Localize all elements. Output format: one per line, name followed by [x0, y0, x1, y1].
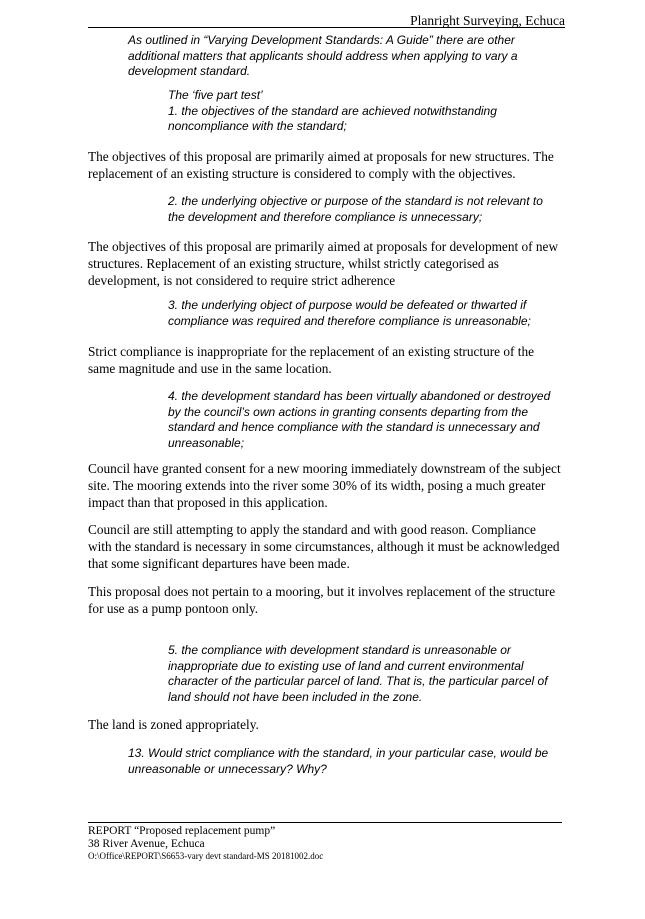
text-line: site. The mooring extends into the river some 30% of its width, posing a much greater — [88, 478, 546, 493]
text-line: Council are still attempting to apply the standard and with good reason. Compliance — [88, 522, 536, 537]
text-line: 3. the underlying object of purpose would be defeated or thwarted if — [168, 298, 527, 312]
footer-rule — [88, 822, 562, 823]
text-line: structures. Replacement of an existing structure, whilst strictly categorised as — [88, 256, 499, 271]
text-line: The land is zoned appropriately. — [88, 717, 259, 732]
text-line: 4. the development standard has been virtually abandoned or destroyed — [168, 389, 551, 403]
text-line: development, is not considered to require strict adherence — [88, 273, 396, 288]
text-line: 1. the objectives of the standard are achieved notwithstanding — [168, 103, 497, 118]
text-line: noncompliance with the standard; — [168, 119, 347, 133]
text-line: The objectives of this proposal are primarily aimed at proposals for development of new — [88, 239, 559, 254]
text-line: the development and therefore compliance is unnecessary; — [168, 209, 483, 224]
header-title: Planright Surveying, Echuca — [410, 13, 565, 28]
text-line: impact than that proposed in this application. — [88, 495, 328, 510]
text-line: replacement of an existing structure is considered to comply with the objectives. — [88, 166, 516, 181]
text-line: Strict compliance is inappropriate for the replacement of an existing structure of the — [88, 344, 535, 359]
footer-report: REPORT “Proposed replacement pump” — [88, 825, 276, 837]
text-line: standard and hence compliance with the standard is unnecessary and — [168, 420, 540, 434]
text-line: This proposal does not pertain to a mooring, but it involves replacement of the structure — [88, 584, 556, 599]
paragraph-5 — [88, 521, 568, 572]
text-line: The objectives of this proposal are primarily aimed at proposals for new structures. The — [88, 149, 554, 164]
text-line: for use as a pump pontoon only. — [88, 601, 259, 616]
test-2 — [168, 194, 543, 225]
text-line: that some significant departures have been made. — [88, 556, 350, 571]
five-part-test-heading: The ‘five part test’ — [168, 88, 263, 102]
text-line: unreasonable or unnecessary? Why? — [128, 761, 327, 776]
text-line: 13. Would strict compliance with the standard, in your particular case, would be — [128, 746, 549, 760]
question-13 — [128, 746, 548, 777]
header-rule — [88, 27, 565, 28]
text-line: character of the particular parcel of land. That is, the particular parcel of — [168, 674, 548, 688]
paragraph-1 — [88, 148, 568, 182]
text-line: land should not have been included in the zone. — [168, 689, 423, 704]
text-line: 5. the compliance with development standard is unreasonable or — [168, 643, 511, 657]
paragraph-2 — [88, 238, 568, 289]
test-5 — [168, 643, 548, 705]
text-line: Council have granted consent for a new mooring immediately downstream of the subject — [88, 461, 561, 476]
paragraph-3 — [88, 343, 568, 377]
footer-address: 38 River Avenue, Echuca — [88, 838, 205, 850]
paragraph-4 — [88, 460, 568, 511]
five-part-test-block — [168, 88, 497, 135]
footer-file-path: O:\Office\REPORT\S6653-vary devt standard-MS 20181002.doc — [88, 851, 324, 861]
text-line: compliance was required and therefore compliance is unreasonable; — [168, 313, 531, 328]
text-line: by the council’s own actions in granting consents departing from the — [168, 404, 528, 419]
text-line: 2. the underlying objective or purpose of the standard is not relevant to — [168, 194, 543, 208]
test-4 — [168, 389, 550, 451]
text-line: inappropriate due to existing use of land and current environmental — [168, 658, 524, 673]
test-3 — [168, 298, 531, 329]
text-line: unreasonable; — [168, 435, 245, 450]
paragraph-7 — [88, 716, 568, 733]
text-line: same magnitude and use in the same location. — [88, 361, 332, 376]
paragraph-6 — [88, 583, 568, 617]
text-line: additional matters that applicants should address when applying to vary a — [128, 48, 518, 63]
text-line: As outlined in “Varying Development Standards: A Guide” there are other — [128, 33, 515, 47]
text-line: with the standard is necessary in some circumstances, although it must be acknowledged — [88, 539, 560, 554]
intro-quote — [128, 33, 518, 80]
text-line: development standard. — [128, 64, 251, 78]
